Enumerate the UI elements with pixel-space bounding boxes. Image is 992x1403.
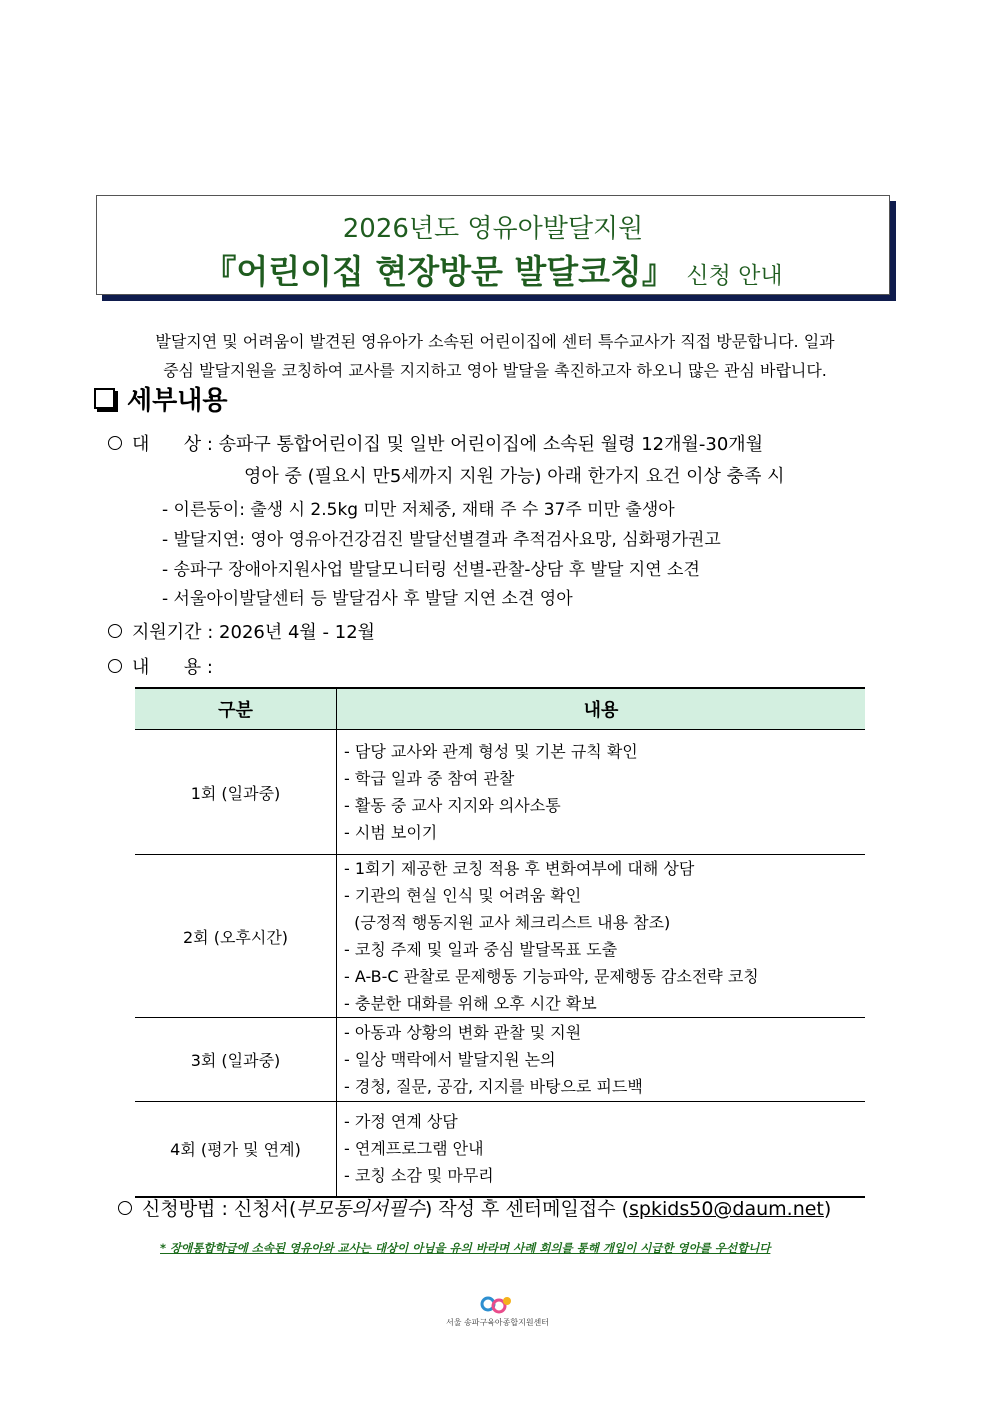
target-text-2: 영아 중 (필요시 만5세까지 지원 가능) 아래 한가지 요건 이상 충족 시 bbox=[244, 466, 785, 487]
session-item: - 1회기 제공한 코칭 적용 후 변화여부에 대해 상담 bbox=[344, 859, 695, 878]
session-item: - 일상 맥락에서 발달지원 논의 bbox=[344, 1050, 556, 1069]
session-label: 3회 (일과중) bbox=[135, 1018, 337, 1102]
session-label: 1회 (일과중) bbox=[135, 730, 337, 855]
target-row bbox=[108, 430, 763, 456]
section-heading bbox=[94, 380, 227, 417]
session-item: - 충분한 대화를 위해 오후 시간 확보 bbox=[344, 994, 597, 1013]
circle-bullet-icon bbox=[108, 659, 122, 673]
content-label: 내 용 : bbox=[132, 657, 213, 678]
session-item: - 가정 연계 상담 bbox=[344, 1112, 458, 1132]
apply-middle: ) 작성 후 센터메일접수 ( bbox=[424, 1198, 630, 1220]
session-item: (긍정적 행동지원 교사 체크리스트 내용 참조) bbox=[344, 913, 671, 932]
table-row bbox=[135, 855, 865, 1018]
intro-paragraph bbox=[100, 327, 890, 385]
target-item: - 발달지연: 영아 영유아건강검진 발달선별결과 추적검사요망, 심화평가권고 bbox=[162, 530, 721, 550]
title-suffix: 신청 안내 bbox=[686, 263, 783, 289]
apply-consent-note: 부모동의서필수 bbox=[296, 1198, 425, 1220]
session-label: 4회 (평가 및 연계) bbox=[135, 1102, 337, 1197]
target-item: - 이른둥이: 출생 시 2.5kg 미만 저체중, 재태 주 수 37주 미만 출생아 bbox=[162, 500, 675, 520]
session-item: - 아동과 상황의 변화 관찰 및 지원 bbox=[344, 1023, 582, 1042]
content-row bbox=[108, 653, 213, 679]
session-item: - A-B-C 관찰로 문제행동 기능파악, 문제행동 감소전략 코칭 bbox=[344, 967, 759, 986]
center-logo-icon bbox=[479, 1295, 513, 1315]
circle-bullet-icon bbox=[118, 1201, 132, 1215]
apply-suffix: ) bbox=[823, 1198, 832, 1220]
table-row bbox=[135, 730, 865, 855]
session-item: - 담당 교사와 관계 형성 및 기본 규칙 확인 bbox=[344, 742, 638, 761]
checkbox-icon bbox=[94, 388, 115, 409]
session-item: - 활동 중 교사 지지와 의사소통 bbox=[344, 796, 561, 815]
target-item: - 서울아이발달센터 등 발달검사 후 발달 지연 소견 영아 bbox=[162, 589, 573, 609]
target-text-1: 송파구 통합어린이집 및 일반 어린이집에 소속된 월령 12개월-30개월 bbox=[218, 434, 764, 455]
session-table bbox=[135, 687, 865, 1198]
intro-line: 발달지연 및 어려움이 발견된 영유아가 소속된 어린이집에 센터 특수교사가 직접 방문합니다. 일과 bbox=[155, 332, 835, 351]
session-item: - 기관의 현실 인식 및 어려움 확인 bbox=[344, 886, 582, 905]
footnote: * 장애통합학급에 소속된 영유아와 교사는 대상이 아님을 유의 바라며 사례 회의를 통해 개입이 시급한 영아를 우선합니다 bbox=[160, 1241, 771, 1255]
table-row bbox=[135, 1018, 865, 1102]
session-item: - 시범 보이기 bbox=[344, 823, 438, 842]
target-item: - 송파구 장애아지원사업 발달모니터링 선별-관찰-상담 후 발달 지연 소견 bbox=[162, 560, 700, 580]
title-line1: 2026년도 영유아발달지원 bbox=[342, 214, 644, 244]
application-method bbox=[118, 1194, 831, 1221]
period-row bbox=[108, 618, 375, 644]
footer-org-name: 서울 송파구육아종합지원센터 bbox=[446, 1318, 550, 1327]
circle-bullet-icon bbox=[108, 436, 122, 450]
circle-bullet-icon bbox=[108, 624, 122, 638]
header-content: 내용 bbox=[337, 688, 866, 730]
footer-logo bbox=[446, 1295, 550, 1328]
header-category: 구분 bbox=[135, 688, 337, 730]
title-line2 bbox=[97, 246, 889, 293]
title-box bbox=[96, 195, 890, 295]
session-item: - 코칭 소감 및 마무리 bbox=[344, 1166, 494, 1186]
session-content bbox=[337, 1018, 866, 1102]
session-item: - 학급 일과 중 참여 관찰 bbox=[344, 769, 515, 788]
table-row bbox=[135, 1102, 865, 1197]
title-main: 『어린이집 현장방문 발달코칭』 bbox=[203, 252, 675, 291]
apply-prefix: 신청방법 : 신청서( bbox=[142, 1198, 297, 1220]
intro-line: 중심 발달지원을 코칭하여 교사를 지지하고 영아 발달을 촉진하고자 하오니 많은 관심 바랍니다. bbox=[163, 361, 827, 380]
session-item: - 코칭 주제 및 일과 중심 발달목표 도출 bbox=[344, 940, 618, 959]
target-label: 대 상 : bbox=[132, 434, 213, 455]
session-content bbox=[337, 1102, 866, 1197]
apply-email-link[interactable]: spkids50@daum.net bbox=[629, 1198, 824, 1220]
session-item: - 경청, 질문, 공감, 지지를 바탕으로 피드백 bbox=[344, 1077, 643, 1096]
session-content bbox=[337, 855, 866, 1018]
table-header-row bbox=[135, 688, 865, 730]
session-label: 2회 (오후시간) bbox=[135, 855, 337, 1018]
session-content bbox=[337, 730, 866, 855]
session-item: - 연계프로그램 안내 bbox=[344, 1139, 484, 1159]
period-text: 지원기간 : 2026년 4월 - 12월 bbox=[132, 622, 376, 643]
section-title: 세부내용 bbox=[127, 386, 228, 416]
